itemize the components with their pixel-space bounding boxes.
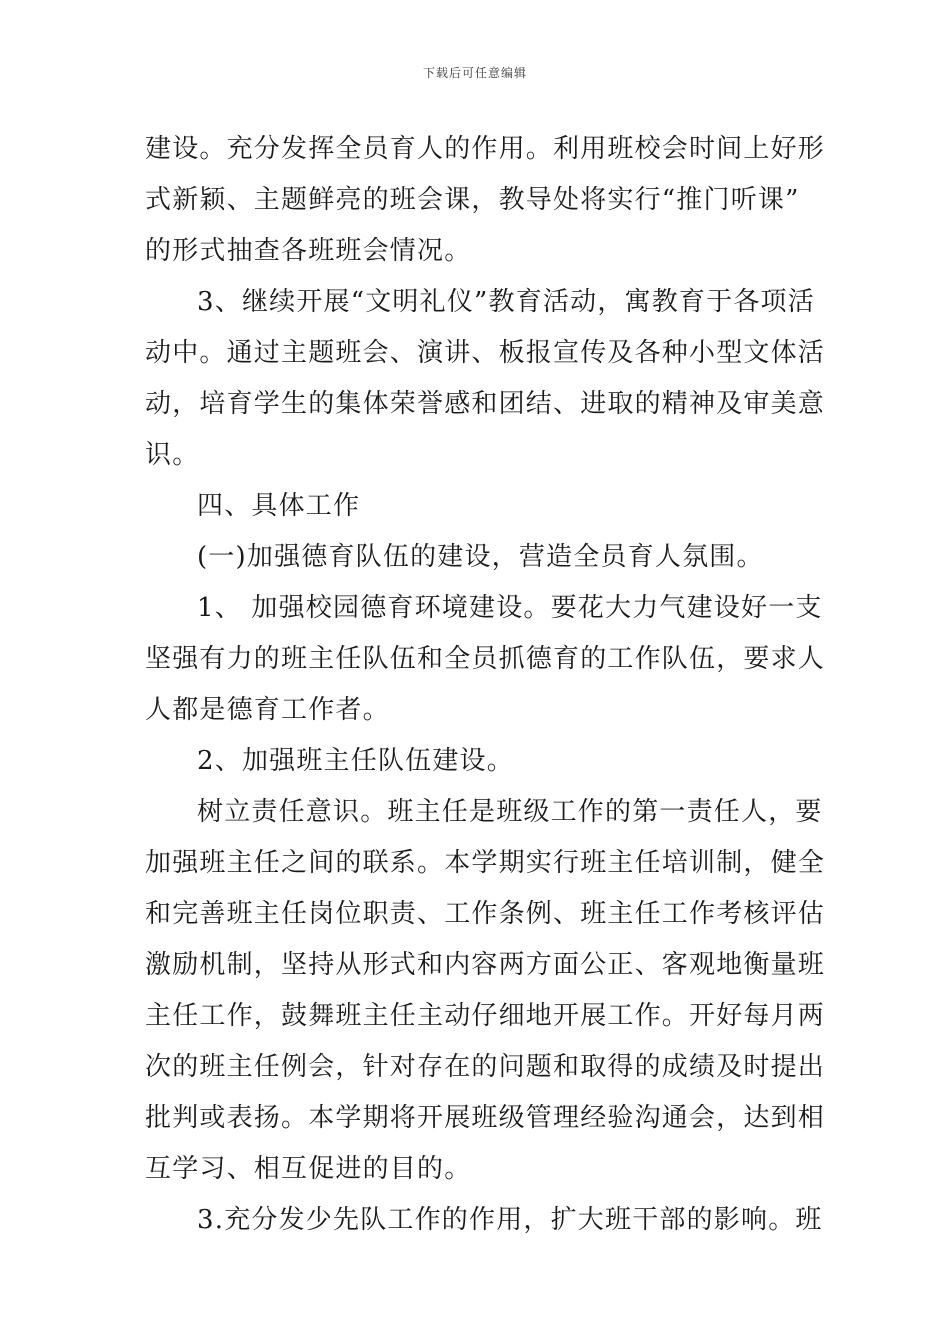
text-line: 激励机制，坚持从形式和内容两方面公正、客观地衡量班 bbox=[145, 950, 826, 980]
text-line: 坚强有力的班主任队伍和全员抓德育的工作队伍，要求人 bbox=[145, 644, 826, 674]
paragraph-start-line: 3、继续开展“文明礼仪”教育活动，寓教育于各项活 bbox=[197, 287, 815, 317]
section-heading: 四、具体工作 bbox=[197, 491, 361, 521]
text-line: 主任工作，鼓舞班主任主动仔细地开展工作。开好每月两 bbox=[145, 1001, 826, 1031]
text-line: 式新颖、主题鲜亮的班会课，教导处将实行“推门听课” bbox=[145, 185, 800, 215]
text-line: 动中。通过主题班会、演讲、板报宣传及各种小型文体活 bbox=[145, 338, 826, 368]
paragraph-start-line: 2、加强班主任队伍建设。 bbox=[197, 746, 514, 776]
text-line: 的形式抽查各班班会情况。 bbox=[145, 236, 472, 266]
text-line: 和完善班主任岗位职责、工作条例、班主任工作考核评估 bbox=[145, 899, 826, 929]
text-line: 识。 bbox=[145, 440, 200, 470]
text-line: 互学习、相互促进的目的。 bbox=[145, 1154, 472, 1184]
text-line: 人都是德育工作者。 bbox=[145, 695, 390, 725]
paragraph-start-line: 3.充分发少先队工作的作用，扩大班干部的影响。班 bbox=[197, 1205, 823, 1235]
subsection-heading: (一)加强德育队伍的建设，营造全员育人氛围。 bbox=[197, 542, 764, 572]
document-body bbox=[145, 124, 826, 1246]
text-line: 加强班主任之间的联系。本学期实行班主任培训制，健全 bbox=[145, 848, 826, 878]
text-line: 批判或表扬。本学期将开展班级管理经验沟通会，达到相 bbox=[145, 1103, 826, 1133]
page-header: 下载后可任意编辑 bbox=[422, 66, 527, 80]
text-line: 次的班主任例会，针对存在的问题和取得的成绩及时提出 bbox=[145, 1052, 826, 1082]
text-line: 建设。充分发挥全员育人的作用。利用班校会时间上好形 bbox=[145, 134, 826, 164]
text-line: 动，培育学生的集体荣誉感和团结、进取的精神及审美意 bbox=[145, 389, 826, 419]
paragraph-start-line: 树立责任意识。班主任是班级工作的第一责任人，要 bbox=[197, 797, 823, 827]
paragraph-start-line: 1、 加强校园德育环境建设。要花大力气建设好一支 bbox=[197, 593, 823, 623]
